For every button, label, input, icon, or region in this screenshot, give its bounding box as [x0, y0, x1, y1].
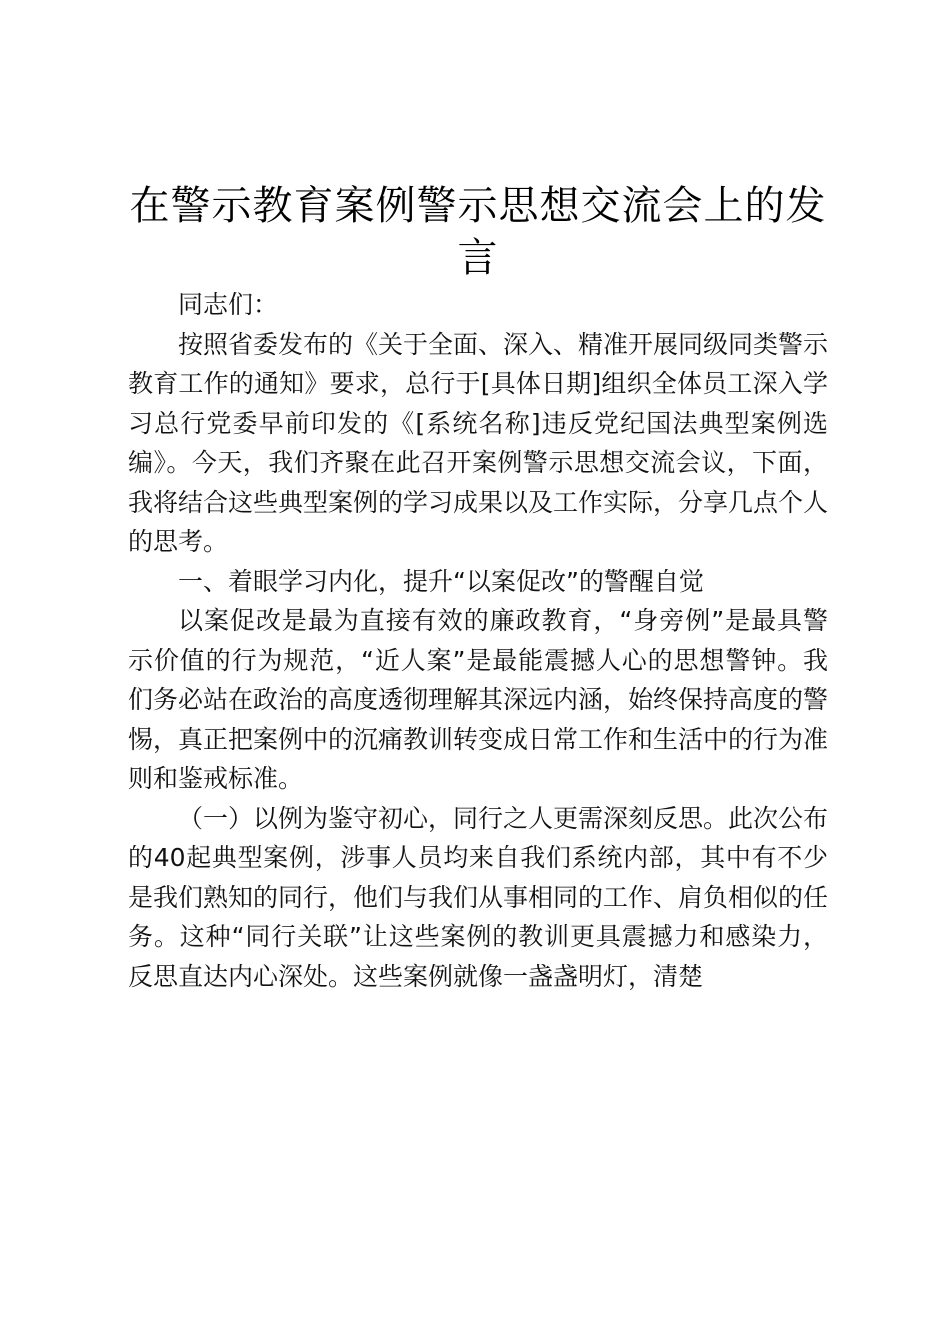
document-body [128, 285, 828, 996]
paragraph-intro: 按照省委发布的《关于全面、深入、精准开展同级同类警示教育工作的通知》要求，总行于[具体日期]组织全体员工深入学习总行党委早前印发的《[系统名称]违反党纪国法典型案例选编》。今天，我们齐聚在此召开案例警示思想交流会议，下面，我将结合这些典型案例的学习成果以及工作实际，分享几点个人的思考。 [128, 329, 829, 556]
paragraph-subsection-1: （一）以例为鉴守初心，同行之人更需深刻反思。此次公布的40起典型案例，涉事人员均来自我们系统内部，其中有不少是我们熟知的同行，他们与我们从事相同的工作、肩负相似的任务。这种“同行关联”让这些案例的教训更具震撼力和感染力，反思直达内心深处。这些案例就像一盏盏明灯，清楚 [128, 803, 829, 991]
document-title: 在警示教育案例警示思想交流会上的发言 [129, 183, 827, 281]
section-heading-1: 一、着眼学习内化，提升“以案促改”的警醒自觉 [178, 566, 704, 596]
salutation: 同志们： [178, 290, 279, 319]
paragraph-section-1: 以案促改是最为直接有效的廉政教育，“身旁例”是最具警示价值的行为规范，“近人案”是最能震撼人心的思想警钟。我们务必站在政治的高度透彻理解其深远内涵，始终保持高度的警惕，真正把案例中的沉痛教训转变成日常工作和生活中的行为准则和鉴戒标准。 [128, 606, 829, 793]
